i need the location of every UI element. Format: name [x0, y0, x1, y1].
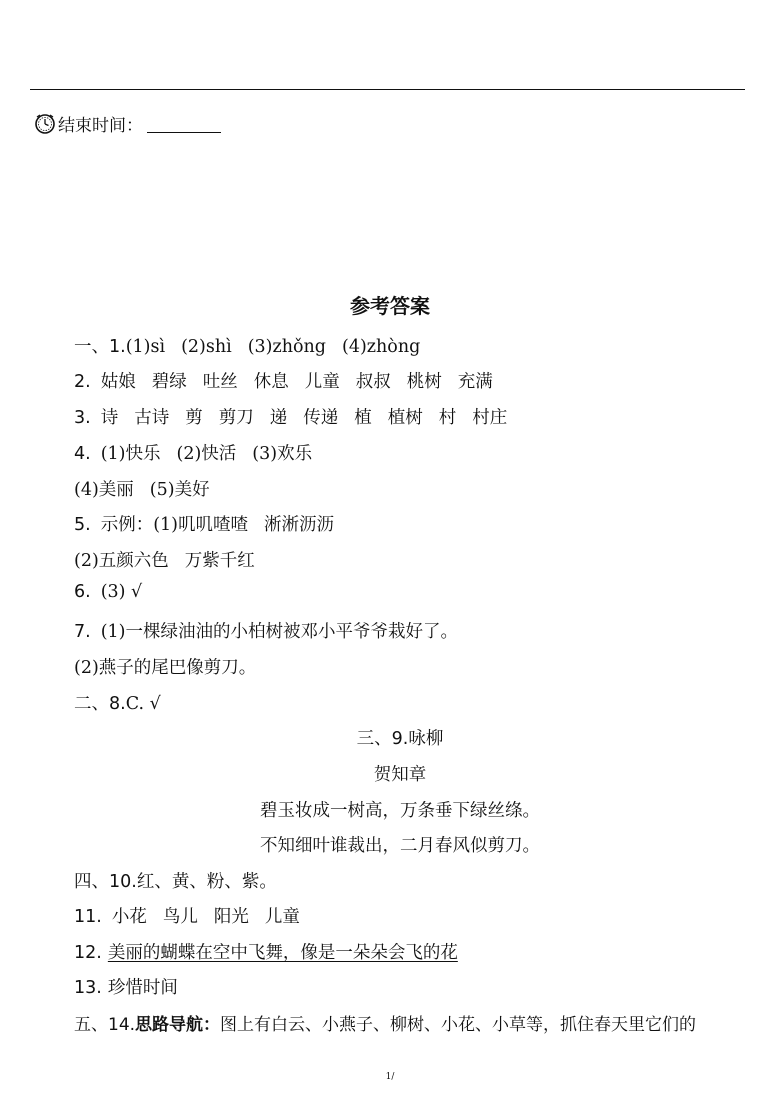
q5-prefix: 5.: [74, 515, 91, 535]
poem-author: 贺知章: [373, 765, 427, 785]
q11-item: 鸟儿: [162, 907, 198, 927]
page-number: 1/: [385, 1072, 395, 1082]
q3-item: 诗: [100, 408, 119, 428]
poem-line-2: 不知细叶谁裁出，二月春风似剪刀。: [260, 836, 540, 856]
q7-text: (2)燕子的尾巴像剪刀。: [74, 658, 257, 678]
end-time-row: [34, 111, 221, 136]
end-time-blank[interactable]: [147, 114, 221, 133]
q2-item: 叔叔: [355, 372, 391, 392]
answer-q2: [74, 368, 493, 393]
q11-item: 阳光: [213, 907, 249, 927]
poem-title-line: [0, 725, 780, 750]
q6-text: (3) √: [100, 582, 143, 602]
q5-text: 淅淅沥沥: [264, 515, 334, 535]
q13-text: 珍惜时间: [107, 978, 178, 998]
q6-prefix: 6.: [74, 582, 91, 602]
answer-q4-cont: [74, 476, 210, 501]
q11-prefix: 11.: [74, 907, 102, 927]
answer-q8: [74, 690, 161, 715]
q3-item: 剪刀: [218, 408, 254, 428]
q14-label: 思路导航：: [135, 1015, 221, 1035]
q4-item: (5)美好: [149, 480, 210, 500]
q2-item: 吐丝: [202, 372, 238, 392]
q3-prefix: 3.: [74, 408, 91, 428]
answer-q3: [74, 404, 507, 429]
answer-q11: [74, 903, 300, 928]
answer-q5-cont: [74, 547, 255, 572]
poem-title: 咏柳: [408, 729, 444, 749]
q4-item: (1)快乐: [100, 444, 161, 464]
q2-item: 休息: [253, 372, 289, 392]
q11-item: 小花: [111, 907, 147, 927]
q4-item: (4)美丽: [74, 480, 134, 500]
q3-item: 古诗: [134, 408, 170, 428]
q4-item: (2)快活: [176, 444, 237, 464]
q5-text: 万紫千红: [184, 551, 255, 571]
q14-text: 图上有白云、小燕子、柳树、小花、小草等，抓住春天里它们的: [220, 1015, 697, 1035]
q14-prefix: 五、14.: [74, 1015, 136, 1035]
answer-q7-cont: [74, 654, 256, 679]
q8-text: C. √: [125, 694, 161, 714]
q3-item: 递: [269, 408, 288, 428]
q1-item: (4)zhòng: [342, 337, 421, 357]
answer-q13: [74, 974, 178, 999]
q7-text: (1)一棵绿油油的小柏树被邓小平爷爷栽好了。: [100, 622, 458, 642]
q4-item: (3)欢乐: [252, 444, 313, 464]
q2-item: 儿童: [304, 372, 340, 392]
answer-q7: [74, 618, 458, 643]
q2-item: 桃树: [406, 372, 442, 392]
answer-q14: [74, 1010, 696, 1035]
q12-text: 美丽的蝴蝶在空中飞舞，像是一朵朵会飞的花: [107, 943, 458, 963]
answer-q6: [74, 582, 142, 602]
answer-q10: [74, 868, 277, 893]
answer-q12: [74, 939, 458, 964]
q10-prefix: 四、10.: [74, 872, 137, 892]
page-title: 参考答案: [350, 294, 430, 318]
q3-item: 村庄: [472, 408, 508, 428]
answer-q5: [74, 511, 334, 536]
end-time-label: 结束时间：: [58, 116, 143, 136]
q1-item: (3)zhǒng: [247, 337, 327, 357]
q7-prefix: 7.: [74, 622, 91, 642]
q1-item: (2)shì: [181, 337, 232, 357]
q11-item: 儿童: [264, 907, 300, 927]
q3-item: 村: [438, 408, 457, 428]
q2-item: 姑娘: [100, 372, 136, 392]
q5-text: 示例：(1)叽叽喳喳: [100, 515, 248, 535]
q10-text: 红、黄、粉、紫。: [136, 872, 277, 892]
poem-line-1: 碧玉妆成一树高，万条垂下绿丝绦。: [260, 801, 540, 821]
q8-prefix: 二、8.: [74, 694, 126, 714]
q3-item: 剪: [185, 408, 203, 428]
q9-prefix: 三、9.: [356, 729, 409, 749]
q2-item: 充满: [457, 372, 493, 392]
q2-prefix: 2.: [74, 372, 91, 392]
q3-item: 植树: [387, 408, 423, 428]
header-rule: [30, 89, 745, 90]
q3-item: 植: [354, 408, 372, 428]
answer-q1: [74, 333, 420, 358]
q4-prefix: 4.: [74, 444, 91, 464]
q5-text: (2)五颜六色: [74, 551, 169, 571]
q1-prefix: 一、1.: [74, 337, 126, 357]
answer-q4: [74, 440, 312, 465]
q2-item: 碧绿: [151, 372, 187, 392]
clock-icon: [34, 113, 56, 135]
q3-item: 传递: [303, 408, 339, 428]
q1-item: (1)sì: [125, 337, 166, 357]
q12-prefix: 12.: [74, 943, 102, 963]
q13-prefix: 13.: [74, 978, 102, 998]
